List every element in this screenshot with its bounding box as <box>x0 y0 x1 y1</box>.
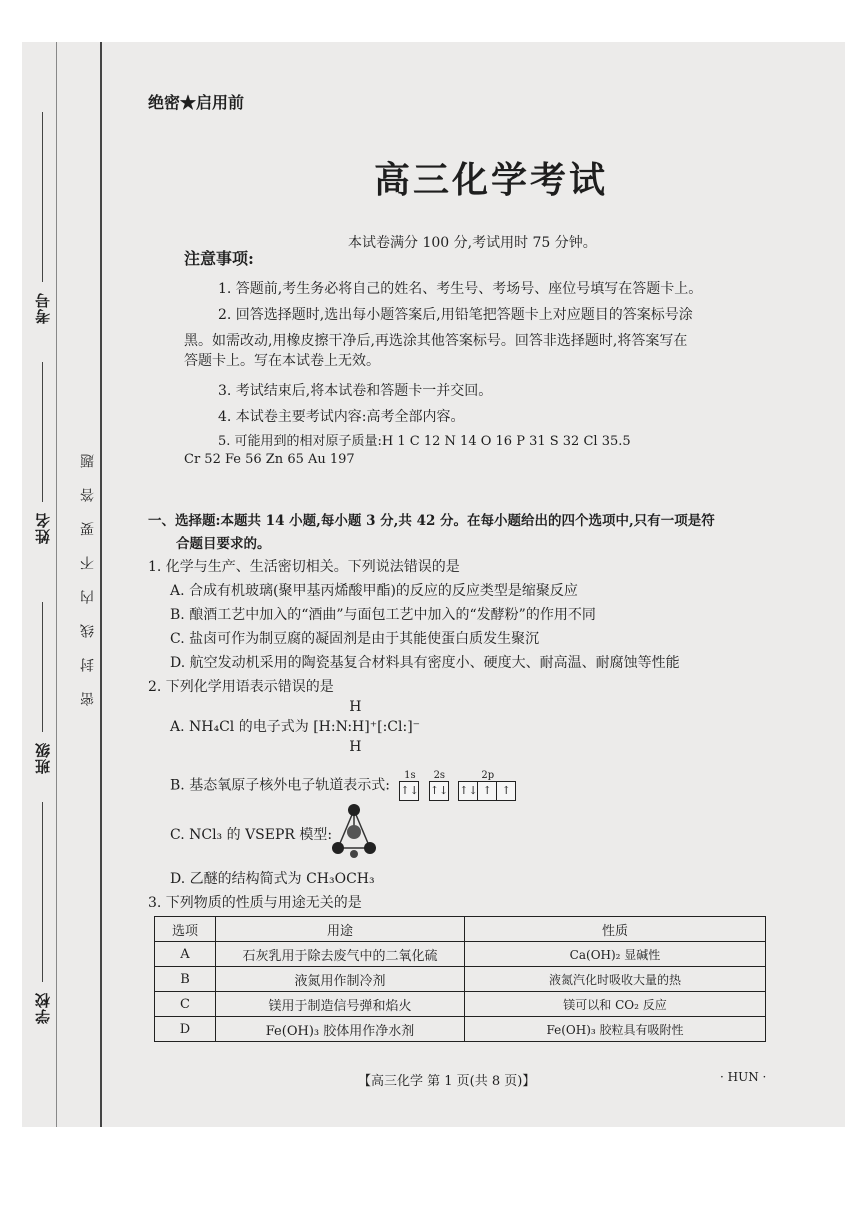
q2-a-prefix: A. NH₄Cl 的电子式为 <box>170 719 309 735</box>
orbital-box: ↑↓ <box>429 781 449 801</box>
table-cell: C <box>155 992 216 1017</box>
page-title: 高三化学考试 <box>374 160 609 201</box>
formula-top-h: H <box>349 699 362 715</box>
confidential-label: 绝密★启用前 <box>148 93 245 112</box>
school-label: 学校 <box>34 992 52 1024</box>
seal-warning: 密封线内不要答题 <box>80 434 96 706</box>
orbital-box: ↑ <box>496 781 516 801</box>
q2-c-prefix: C. NCl₃ 的 VSEPR 模型: <box>170 827 333 843</box>
note-line-2: 2. 回答选择题时,选出每小题答案后,用铅笔把答题卡上对应题目的答案标号涂 <box>218 307 693 323</box>
q2-b-prefix: B. 基态氧原子核外电子轨道表示式: <box>170 777 390 794</box>
table-cell: 镁可以和 CO₂ 反应 <box>465 992 766 1017</box>
q1-option-c: C. 盐卤可作为制豆腐的凝固剂是由于其能使蛋白质发生聚沉 <box>170 631 540 647</box>
binding-line-outer <box>56 42 57 1127</box>
header-property: 性质 <box>465 917 766 942</box>
note-line-5: 3. 考试结束后,将本试卷和答题卡一并交回。 <box>218 383 493 399</box>
school-blank <box>42 802 43 982</box>
table-cell: Fe(OH)₃ 胶体用作净水剂 <box>216 1017 465 1042</box>
notes-heading: 注意事项: <box>184 249 254 268</box>
orbital-1s <box>400 770 419 801</box>
table-cell: D <box>155 1017 216 1042</box>
note-line-8: Cr 52 Fe 56 Zn 65 Au 197 <box>184 452 355 467</box>
note-line-1: 1. 答题前,考生务必将自己的姓名、考生号、考场号、座位号填写在答题卡上。 <box>218 281 703 297</box>
q3-stem: 3. 下列物质的性质与用途无关的是 <box>148 895 362 911</box>
page-footer: 【高三化学 第 1 页(共 8 页)】 <box>358 1074 536 1089</box>
orbital-2s-label: 2s <box>433 770 446 781</box>
section1-heading-cont: 合题目要求的。 <box>176 536 271 552</box>
q1-stem: 1. 化学与生产、生活密切相关。下列说法错误的是 <box>148 559 460 575</box>
name-blank <box>42 362 43 502</box>
class-label: 班级 <box>34 742 52 774</box>
orbital-box: ↑↓ <box>399 781 419 801</box>
orbital-2p <box>459 770 516 801</box>
exam-sheet <box>22 42 845 1127</box>
name-label: 姓名 <box>34 512 52 544</box>
note-line-6: 4. 本试卷主要考试内容:高考全部内容。 <box>218 409 465 425</box>
table-row <box>155 1017 766 1042</box>
orbital-box: ↑ <box>477 781 497 801</box>
exam-subtitle: 本试卷满分 100 分,考试用时 75 分钟。 <box>348 235 597 251</box>
table-header-row <box>155 917 766 942</box>
q2-option-d: D. 乙醚的结构简式为 CH₃OCH₃ <box>170 871 375 887</box>
note-line-7: 5. 可能用到的相对原子质量:H 1 C 12 N 14 O 16 P 31 S 32 Cl 35.5 <box>218 434 631 449</box>
orbital-2p-label: 2p <box>481 770 495 781</box>
header-use: 用途 <box>216 917 465 942</box>
formula-main: [H:N:H]⁺[:Cl:]⁻ <box>313 719 421 735</box>
table-cell: 液氮用作制冷剂 <box>216 967 465 992</box>
q1-option-a: A. 合成有机玻璃(聚甲基丙烯酸甲酯)的反应的反应类型是缩聚反应 <box>170 583 578 599</box>
footer-code: · HUN · <box>720 1070 767 1084</box>
table-row <box>155 942 766 967</box>
table-row <box>155 992 766 1017</box>
q1-option-d: D. 航空发动机采用的陶瓷基复合材料具有密度小、硬度大、耐高温、耐腐蚀等性能 <box>170 655 680 671</box>
q2-option-c <box>170 824 332 844</box>
note-line-3: 黑。如需改动,用橡皮擦干净后,再选涂其他答案标号。回答非选择题时,将答案写在 <box>184 333 688 349</box>
q3-table <box>154 916 766 1042</box>
orbital-box: ↑↓ <box>458 781 478 801</box>
q1-option-b: B. 酿酒工艺中加入的“酒曲”与面包工艺中加入的“发酵粉”的作用不同 <box>170 607 596 623</box>
exam-no-label: 考号 <box>34 292 52 324</box>
section1-heading: 一、选择题:本题共 14 小题,每小题 3 分,共 42 分。在每小题给出的四个选项中,只有一项是符 <box>148 513 715 529</box>
class-blank <box>42 602 43 732</box>
formula-bottom-h: H <box>349 739 362 755</box>
table-cell: Fe(OH)₃ 胶粒具有吸附性 <box>465 1017 766 1042</box>
table-cell: B <box>155 967 216 992</box>
q2-option-b <box>170 770 516 801</box>
orbital-2s <box>430 770 449 801</box>
table-cell: 石灰乳用于除去废气中的二氧化硫 <box>216 942 465 967</box>
note-line-4: 答题卡上。写在本试卷上无效。 <box>184 353 380 369</box>
q2-stem: 2. 下列化学用语表示错误的是 <box>148 679 334 695</box>
table-cell: 液氮汽化时吸收大量的热 <box>465 967 766 992</box>
orbital-1s-label: 1s <box>404 770 416 781</box>
header-option: 选项 <box>155 917 216 942</box>
table-cell: A <box>155 942 216 967</box>
table-row <box>155 967 766 992</box>
binding-line-inner <box>100 42 102 1127</box>
table-cell: Ca(OH)₂ 显碱性 <box>465 942 766 967</box>
table-cell: 镁用于制造信号弹和焰火 <box>216 992 465 1017</box>
exam-no-blank <box>42 112 43 282</box>
q2-option-a <box>170 699 421 755</box>
nh4cl-electron-formula <box>313 699 421 755</box>
vsepr-model-icon <box>328 802 380 858</box>
